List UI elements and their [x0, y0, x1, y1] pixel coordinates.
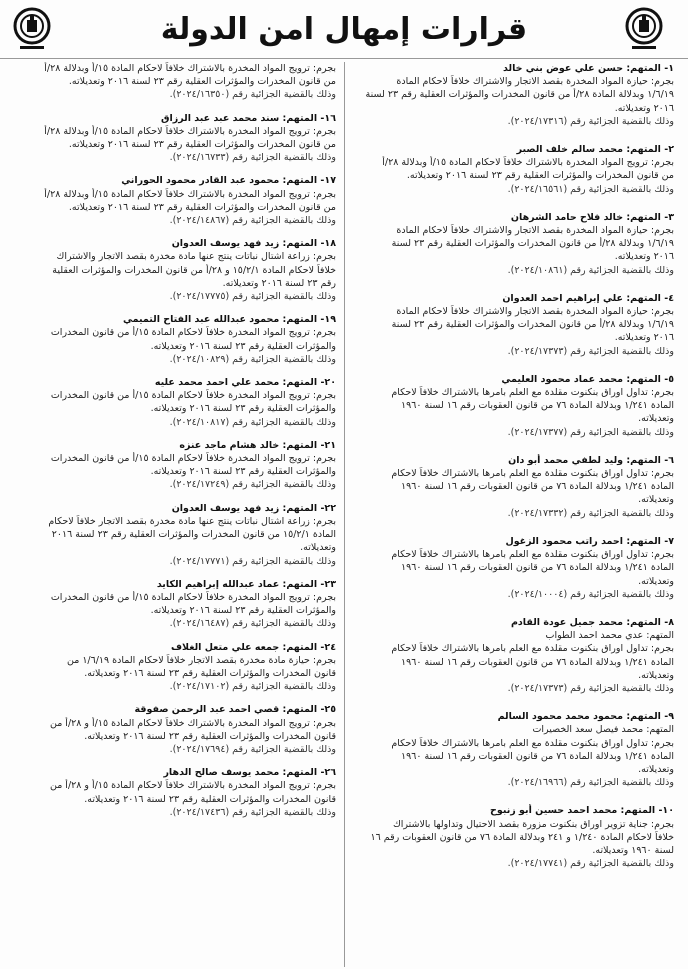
charge-text: بجرم: تداول اوراق بنكنوت مقلدة مع العلم بامرها بالاشتراك خلافاً لاحكام [391, 737, 674, 749]
case-number: وذلك بالقضية الجزائية رقم (٢٠٢٤/١٧٧٧٥). [169, 291, 336, 303]
defendant-name: ٩- المتهم: محمود محمد محمود السالم [497, 711, 674, 723]
charge-text: بجرم: تداول اوراق بنكنوت مقلدة مع العلم بامرها بالاشتراك خلافاً لاحكام [391, 643, 674, 655]
case-number: وذلك بالقضية الجزائية رقم (٢٠٢٤/١٧٢٤٩). [169, 479, 336, 491]
charge-text: وتعديلاته. [638, 413, 674, 425]
charge-text: المادة ١/٢٤١ وبدلالة المادة ٧٦ من قانون العقوبات رقم ١٦ لسنة ١٩٦٠ [401, 400, 674, 412]
charge-text: وتعديلاته. [638, 575, 674, 587]
charge-text: بجرم: حيازة المواد المخدرة بقصد الاتجار والاشتراك خلافاً لاحكام المادة [396, 225, 674, 237]
defendant-name: ١٩- المتهم: محمود عبدالله عبد الفتاح التميمي [123, 314, 336, 326]
defendant-name: ١٦- المتهم: سند محمد عبد عبد الرزاق [161, 112, 336, 124]
case-number: وذلك بالقضية الجزائية رقم (٢٠٢٤/١٧٣١٦). [507, 115, 674, 127]
charge-text: بجرم: تداول اوراق بنكنوت مقلدة مع العلم بامرها بالاشتراك خلافاً لاحكام [391, 549, 674, 561]
charge-text: وتعديلاته. [638, 494, 674, 506]
defendant-name: ٢١- المتهم: خالد هشام ماجد عنزه [179, 439, 336, 451]
defendant-name: ١٨- المتهم: زيد فهد يوسف العدوان [171, 238, 336, 250]
list-item [12, 766, 336, 819]
case-number: وذلك بالقضية الجزائية رقم (٢٠٢٤/١٧٧٤١). [507, 858, 674, 870]
charge-text: ٢٠١٦ وتعديلاته. [614, 251, 674, 263]
case-number: وذلك بالقضية الجزائية رقم (٢٠٢٤/١٧٦٩٤). [169, 743, 336, 755]
charge-text: المادة ١/٢٤١ وبدلالة المادة ٧٦ من قانون العقوبات رقم ١٦ لسنة ١٩٦٠ [401, 481, 674, 493]
case-number: وذلك بالقضية الجزائية رقم (٢٠٢٤/١٠٨١٧). [169, 416, 336, 428]
list-item [12, 439, 336, 492]
charge-text: خلافاً لاحكام المادة ١٥/٢/١ و ٢٨/أ من قانون المخدرات والمؤثرات العقلية [52, 264, 336, 276]
charge-text: المادة ١/٢٤١ وبدلالة المادة ٧٦ من قانون العقوبات رقم ١٦ لسنة ١٩٦٠ [401, 656, 674, 668]
defendant-name: ٧- المتهم: احمد راتب محمود الزغول [505, 535, 674, 547]
columns-container [6, 62, 682, 967]
charge-text: والمؤثرات العقلية رقم ٢٣ لسنة ٢٠١٦ وتعديلاته. [150, 605, 336, 617]
charge-text: قانون المخدرات والمؤثرات العقلية رقم ٢٣ لسنة ٢٠١٦ وتعديلاته. [84, 667, 336, 679]
page-header [0, 0, 688, 59]
charge-text: بجرم: ترويج المواد المخدرة خلافاً لاحكام المادة ١٥/أ من قانون المخدرات [50, 390, 336, 402]
case-number: وذلك بالقضية الجزائية رقم (٢٠٢٤/١٠٨٢٩). [169, 353, 336, 365]
charge-text: بجرم: ترويج المواد المخدرة بالاشتراك خلافاً لاحكام المادة ١٥/أ وبدلالة ٢٨/أ [44, 125, 336, 137]
charge-text: المادة ١٥/٢/١ من قانون المخدرات والمؤثرات العقلية رقم ٢٣ لسنة ٢٠١٦ [51, 529, 336, 541]
charge-text: بجرم: تداول اوراق بنكنوت مقلدة مع العلم بامرها بالاشتراك خلافاً لاحكام [391, 387, 674, 399]
charge-text: بجرم: تداول اوراق بنكنوت مقلدة مع العلم بامرها بالاشتراك خلافاً لاحكام [391, 468, 674, 480]
defendant-name: ٥- المتهم: محمد عماد محمود العليمي [501, 373, 674, 385]
charge-text: المادة ١/٢٤١ وبدلالة المادة ٧٦ من قانون العقوبات رقم ١٦ لسنة ١٩٦٠ [401, 750, 674, 762]
charge-text: بجرم: حيازة المواد المخدرة بقصد الاتجار والاشتراك خلافاً لاحكام المادة [396, 306, 674, 318]
case-number: وذلك بالقضية الجزائية رقم (٢٠٢٤/١٧٧٧١). [169, 555, 336, 567]
list-item [12, 703, 336, 756]
charge-text: المتهم: محمد فيصل سعد الخصيرات [532, 724, 674, 736]
case-number: وذلك بالقضية الجزائية رقم (٢٠٢٤/١٦٥٦١). [507, 183, 674, 195]
list-item [351, 804, 674, 870]
charge-text: بجرم: ترويج المواد المخدرة بالاشتراك خلافاً لاحكام المادة ١٥/أ وبدلالة ٢٨/أ [382, 157, 674, 169]
case-number: وذلك بالقضية الجزائية رقم (٢٠٢٤/١٧٣٧٧). [507, 426, 674, 438]
defendant-name: ٢٠- المتهم: محمد علي احمد محمد عليه [154, 377, 336, 389]
case-number: وذلك بالقضية الجزائية رقم (٢٠٢٤/١٧٣٧٣). [507, 345, 674, 357]
defendant-name: ٤- المتهم: علي إبراهيم احمد العدوان [502, 292, 674, 304]
charge-text: المادة ١/٢٤١ وبدلالة المادة ٧٦ من قانون العقوبات رقم ١٦ لسنة ١٩٦٠ [401, 562, 674, 574]
defendant-name: ٢٤- المتهم: جمعه علي متعل الغلاف [170, 641, 336, 653]
case-number: وذلك بالقضية الجزائية رقم (٢٠٢٤/١٦٣٥٠). [169, 89, 336, 101]
case-number: وذلك بالقضية الجزائية رقم (٢٠٢٤/١٦٩٦٦). [507, 777, 674, 789]
defendant-name: ٢٣- المتهم: عماد عبدالله إبراهيم الكايد [156, 578, 336, 590]
charge-text: من قانون المخدرات والمؤثرات العقلية رقم ٢٣ لسنة ٢٠١٦ وتعديلاته. [406, 170, 674, 182]
charge-text: والمؤثرات العقلية رقم ٢٣ لسنة ٢٠١٦ وتعديلاته. [150, 403, 336, 415]
defendant-name: ٣- المتهم: خالد فلاح حامد الشرهان [510, 211, 674, 223]
defendant-name: ٦- المتهم: وليد لطفي محمد أبو دان [508, 454, 674, 466]
emblem-right-icon [624, 6, 664, 54]
charge-text: ١/٦/١٩ وبدلالة ٢٨/أ من قانون المخدرات والمؤثرات العقلية رقم ٢٣ لسنة [391, 238, 674, 250]
list-item [351, 62, 674, 128]
charge-text: والمؤثرات العقلية رقم ٢٣ لسنة ٢٠١٦ وتعديلاته. [150, 340, 336, 352]
charge-text: بجرم: ترويج المواد المخدرة خلافاً لاحكام المادة ١٥/أ من قانون المخدرات [50, 591, 336, 603]
list-item [12, 376, 336, 429]
left-column [6, 62, 344, 967]
charge-text: بجرم: حيازة مادة مخدرة بقصد الاتجار خلافاً لاحكام المادة ١/٦/١٩ من [66, 654, 336, 666]
charge-text: وتعديلاته. [300, 542, 336, 554]
list-item [351, 710, 674, 789]
list-item [12, 578, 336, 631]
defendant-name: ٢- المتهم: محمد سالم خلف الصبر [516, 144, 674, 156]
list-item [351, 292, 674, 358]
list-item [12, 174, 336, 227]
charge-text: ١/٦/١٩ وبدلالة ٢٨/أ من قانون المخدرات والمؤثرات العقلية رقم ٢٣ لسنة [391, 319, 674, 331]
charge-text: قانون المخدرات والمؤثرات العقلية رقم ٢٣ لسنة ٢٠١٦ وتعديلاته. [84, 793, 336, 805]
defendant-name: ٢٢- المتهم: زيد فهد يوسف العدوان [171, 502, 336, 514]
list-item [351, 143, 674, 196]
defendant-name: ١٧- المتهم: محمود عبد القادر محمود الحوراني [121, 175, 336, 187]
charge-text: بجرم: زراعة اشتال نباتات ينتج عنها مادة مخدرة بقصد الاتجار خلافاً لاحكام [48, 515, 336, 527]
defendant-name: ١- المتهم: حسن علي عوض بني خالد [503, 63, 674, 74]
defendant-name: ١٠- المتهم: محمد احمد حسين أبو زنبوح [490, 805, 674, 817]
case-number: وذلك بالقضية الجزائية رقم (٢٠٢٤/١٧٣٧٣). [507, 682, 674, 694]
charge-text: وتعديلاته. [638, 763, 674, 775]
list-item [12, 502, 336, 568]
charge-text: المتهم: عدي محمد احمد الطواب [545, 630, 674, 642]
charge-text: قانون المخدرات والمؤثرات العقلية رقم ٢٣ لسنة ٢٠١٦ وتعديلاته. [84, 730, 336, 742]
charge-text: ٢٠١٦ وتعديلاته. [614, 102, 674, 114]
charge-text: بجرم: ترويج المواد المخدرة بالاشتراك خلافاً لاحكام المادة ١٥/أ وبدلالة ٢٨/أ [44, 63, 336, 74]
charge-text: ١/٦/١٩ وبدلالة المادة ٢٨/أ من قانون المخدرات والمؤثرات العقلية رقم ٢٣ لسنة [365, 89, 674, 101]
list-item [12, 641, 336, 694]
charge-text: من قانون المخدرات والمؤثرات العقلية رقم ٢٣ لسنة ٢٠١٦ وتعديلاته. [68, 139, 336, 151]
charge-text: بجرم: ترويج المواد المخدرة خلافاً لاحكام المادة ١٥/أ من قانون المخدرات [50, 453, 336, 465]
case-number: وذلك بالقضية الجزائية رقم (٢٠٢٤/١٧٤٣٦). [169, 806, 336, 818]
charge-text: بجرم: جناية تزوير اوراق بنكنوت مزورة بقصد الاحتيال وتداولها بالاشتراك [392, 818, 674, 830]
defendant-name: ٨- المتهم: محمد جميل عودة القادم [510, 616, 674, 628]
list-item [351, 616, 674, 695]
case-number: وذلك بالقضية الجزائية رقم (٢٠٢٤/١٤٨٦٧). [169, 215, 336, 227]
charge-text: بجرم: ترويج المواد المخدرة بالاشتراك خلافاً لاحكام المادة ١٥/أ وبدلالة ٢٨/أ [44, 188, 336, 200]
charge-text: بجرم: ترويج المواد المخدرة خلافاً لاحكام المادة ١٥/أ من قانون المخدرات [50, 327, 336, 339]
charge-text: بجرم: ترويج المواد المخدرة بالاشتراك خلافاً لاحكام المادة ١٥/أ و ٢٨/أ من [49, 780, 336, 792]
charge-text: بجرم: ترويج المواد المخدرة بالاشتراك خلافاً لاحكام المادة ١٥/أ و ٢٨/أ من [49, 717, 336, 729]
list-item [12, 237, 336, 303]
list-item [12, 112, 336, 165]
charge-text: من قانون المخدرات والمؤثرات العقلية رقم ٢٣ لسنة ٢٠١٦ وتعديلاته. [68, 201, 336, 213]
defendant-name: ٢٦- المتهم: محمد يوسف صالح الدهار [163, 767, 336, 779]
right-column [344, 62, 682, 967]
list-item [12, 313, 336, 366]
charge-text: خلافاً لاحكام المادة ١/٢٤٠ و ٢٤١ وبدلالة المادة ٧٦ من قانون العقوبات رقم ١٦ [370, 831, 674, 843]
list-item [351, 535, 674, 601]
list-item [351, 211, 674, 277]
charge-text: رقم ٢٣ لسنة ٢٠١٦ وتعديلاته. [222, 277, 336, 289]
defendant-name: ٢٥- المتهم: قصي احمد عبد الرحمن صفوقة [134, 704, 336, 716]
charge-text: بجرم: زراعة اشتال نباتات ينتج عنها مادة مخدرة بقصد الاتجار والاشتراك [56, 251, 336, 263]
charge-text: لسنة ١٩٦٠ وتعديلاته. [592, 844, 674, 856]
list-item [351, 454, 674, 520]
case-number: وذلك بالقضية الجزائية رقم (٢٠٢٤/١٠٠٠٤). [507, 588, 674, 600]
charge-text: وتعديلاته. [638, 669, 674, 681]
charge-text: ٢٠١٦ وتعديلاته. [614, 332, 674, 344]
charge-text: من قانون المخدرات والمؤثرات العقلية رقم ٢٣ لسنة ٢٠١٦ وتعديلاته. [68, 76, 336, 88]
case-number: وذلك بالقضية الجزائية رقم (٢٠٢٤/١٧٣٣٢). [507, 507, 674, 519]
page-title: قرارات إمهال امن الدولة [160, 11, 528, 47]
case-number: وذلك بالقضية الجزائية رقم (٢٠٢٤/١٠٨٦١). [507, 264, 674, 276]
list-item [12, 62, 336, 102]
case-number: وذلك بالقضية الجزائية رقم (٢٠٢٤/١٦٧٣٣). [169, 152, 336, 164]
charge-text: والمؤثرات العقلية رقم ٢٣ لسنة ٢٠١٦ وتعديلاته. [150, 466, 336, 478]
list-item [351, 373, 674, 439]
case-number: وذلك بالقضية الجزائية رقم (٢٠٢٤/١٦٤٨٧). [169, 618, 336, 630]
charge-text: بجرم: حيازة المواد المخدرة بقصد الاتجار والاشتراك خلافاً لاحكام المادة [396, 76, 674, 88]
emblem-left-icon [12, 6, 52, 54]
case-number: وذلك بالقضية الجزائية رقم (٢٠٢٤/١٧١٠٢). [169, 681, 336, 693]
